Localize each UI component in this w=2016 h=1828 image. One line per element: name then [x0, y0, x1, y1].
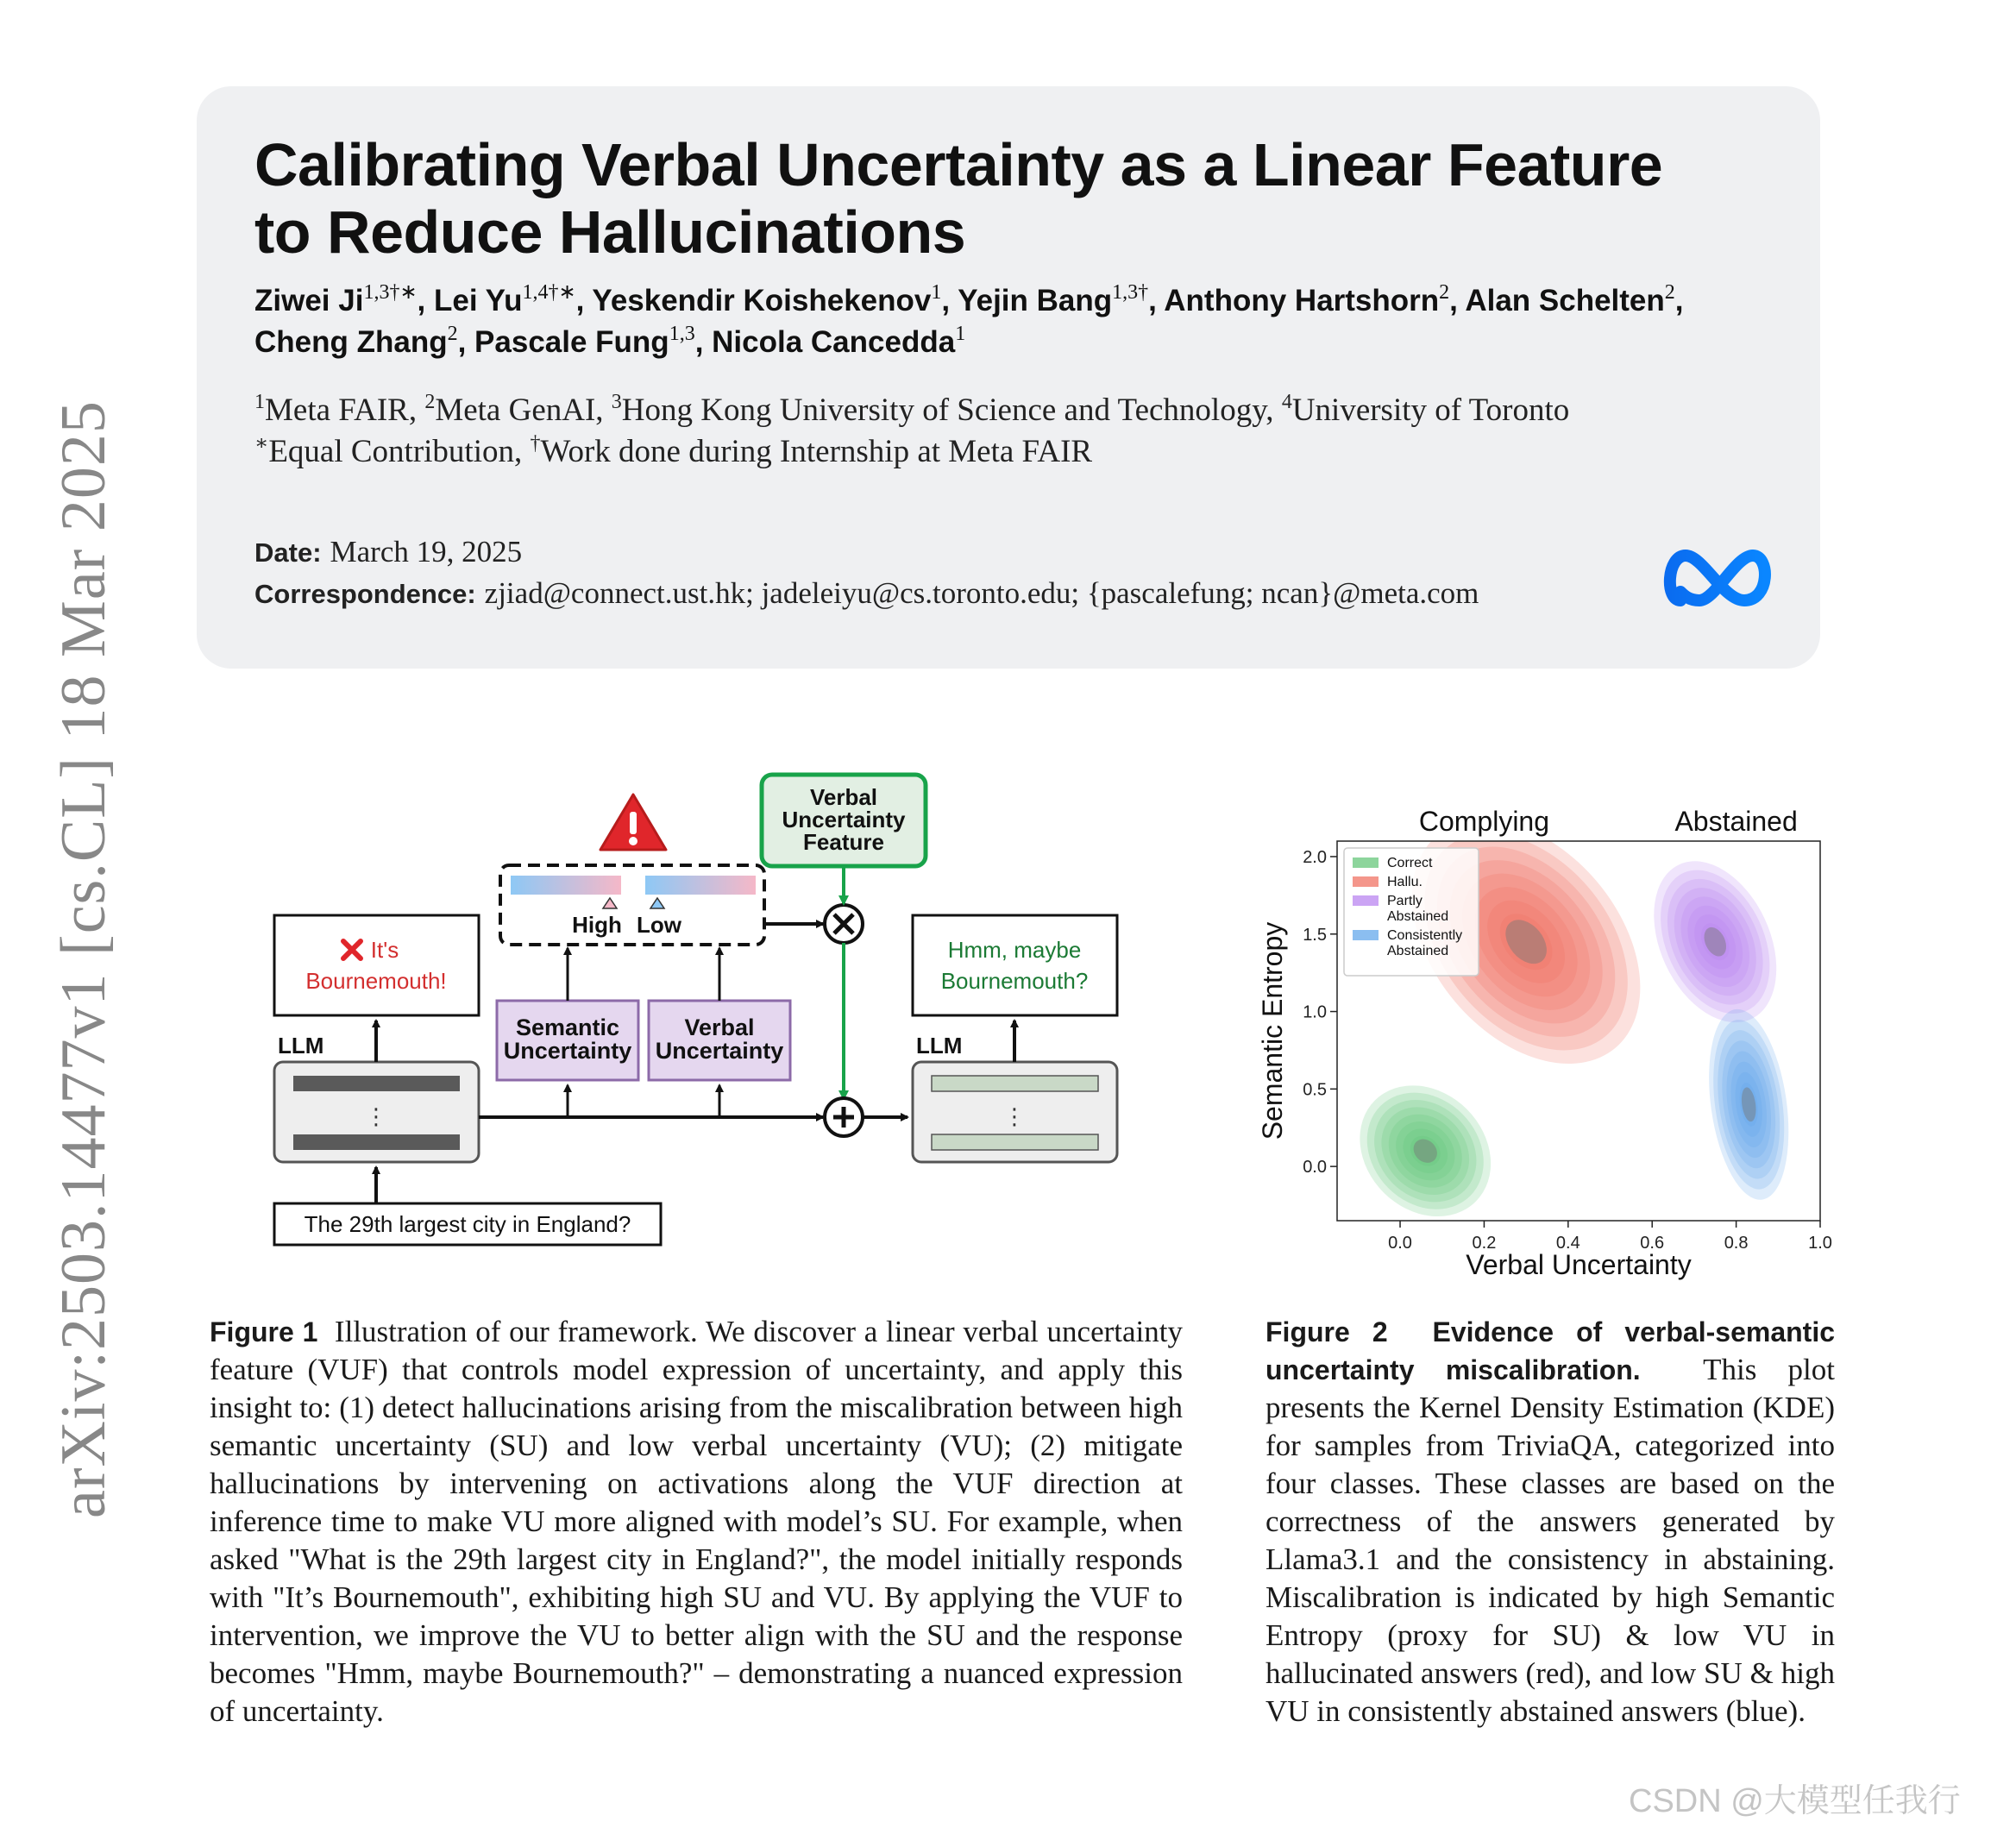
llm-right-ellipsis: ⋮ [1003, 1103, 1026, 1129]
question-text: The 29th largest city in England? [304, 1211, 631, 1237]
date-value: March 19, 2025 [330, 535, 523, 569]
contribution-notes [254, 431, 1799, 473]
kde-series-0 [1333, 1058, 1517, 1243]
author-affiliation-sup: 1,3†∗ [363, 281, 418, 304]
llm-right-block [913, 1062, 1117, 1162]
author-name: Cheng Zhang [254, 325, 448, 359]
high-label: High [572, 912, 622, 938]
legend-swatch [1353, 895, 1379, 906]
author-name: Lei Yu [434, 284, 523, 317]
affiliation-sup: 4 [1281, 391, 1292, 413]
figure-2-title: Evidence of verbal-semantic uncertainty miscalibration. [1265, 1316, 1835, 1385]
bad-answer-line-1: It's [370, 937, 399, 963]
paper-title [254, 131, 1790, 266]
affiliation-sup: 2 [424, 391, 436, 413]
bad-answer-line-2: Bournemouth! [305, 968, 447, 994]
llm-left-block [274, 1062, 479, 1162]
llm-right-label: LLM [916, 1033, 963, 1058]
arxiv-identifier: arXiv:2503.14477v1 [cs.CL] 18 Mar 2025 [48, 400, 119, 1518]
affiliation-text: University of Toronto [1291, 393, 1570, 428]
y-axis-label: Semantic Entropy [1257, 921, 1288, 1140]
affiliation-sup: 3 [611, 391, 622, 413]
affiliation-text: Meta GenAI, [435, 393, 612, 428]
author-affiliation-sup: 1,4†∗ [522, 281, 576, 304]
high-marker-icon [603, 898, 617, 908]
low-label: Low [637, 912, 681, 938]
good-answer-line-1: Hmm, maybe [947, 937, 1082, 963]
vuf-line-1: Verbal [809, 784, 878, 810]
author-affiliation-sup: 2 [1664, 281, 1675, 304]
author-affiliation-sup: 1 [955, 323, 966, 345]
verbal-level-bar [645, 876, 756, 895]
y-tick-label: 0.5 [1303, 1080, 1327, 1100]
affiliation-line [254, 390, 1799, 431]
kde-chart [1242, 798, 1846, 1290]
figure-1-caption [210, 1313, 1183, 1731]
affiliations [254, 390, 1799, 473]
x-axis-label: Verbal Uncertainty [1466, 1249, 1692, 1280]
author-name: Anthony Hartshorn [1164, 284, 1440, 317]
x-tick-label: 0.2 [1472, 1234, 1497, 1253]
correspondence-row [254, 576, 1479, 611]
date-label: Date: [254, 537, 322, 568]
legend-entry: Abstained [1387, 909, 1449, 924]
low-marker-icon [650, 898, 664, 908]
semantic-uncertainty-box [497, 1001, 638, 1080]
vuf-line-2: Uncertainty [782, 807, 906, 832]
author-affiliation-sup: 1,3 [669, 323, 695, 345]
figure-2-text: This plot presents the Kernel Density Estimation (KDE) for samples from TriviaQA, categorized into four classes. These classes are based on the correctness of the answers generated by Llama3.1 and the consistency in abstaining. Miscalibration is indicated by high Semantic Entropy (proxy for SU) & low VU in hallucinated answers (red), and low SU & high VU in consistently abstained answers (blue). [1265, 1353, 1835, 1728]
question-box [274, 1203, 661, 1245]
date-row [254, 535, 522, 569]
note-text: Work done during Internship at Meta FAIR [540, 434, 1093, 469]
correspondence-emails[interactable]: zjiad@connect.ust.hk; jadeleiyu@cs.toronto.edu; {pascalefung; ncan}@meta.com [484, 576, 1479, 610]
title-line-2: to Reduce Hallucinations [254, 198, 966, 266]
kde-series-2 [1630, 841, 1800, 1042]
meta-logo-icon [1663, 543, 1775, 612]
legend-entry: Abstained [1387, 944, 1449, 958]
author-affiliation-sup: 2 [1439, 281, 1450, 304]
figure-1-label: Figure 1 [210, 1316, 318, 1347]
x-tick-label: 0.6 [1640, 1234, 1665, 1253]
region-label: Abstained [1674, 806, 1798, 837]
semantic-level-bar [511, 876, 621, 895]
semantic-box-line-1: Semantic [515, 1015, 620, 1040]
y-tick-label: 1.0 [1303, 1002, 1327, 1022]
author-list: Ziwei $Ji^{1,3\dagger∗}$, Lei $Yu^{1,4\dagger∗}$, Yeskendir Koishekenov$^1$, Yejin Bang$^{1,3\dagger}$, Anthony Hartshorn$^2$, Alan Schelten$^2$, Cheng Zhang$^2$, Pascale Fung$^{1,3}$, Nicola Cancedda$^1$ [254, 281, 1684, 359]
author-name: Yejin Bang [958, 284, 1113, 317]
framework-diagram [259, 763, 1139, 1255]
verbal-box-line-1: Verbal [684, 1015, 755, 1040]
x-tick-label: 0.4 [1555, 1234, 1580, 1253]
legend-entry: Hallu. [1387, 875, 1423, 889]
author-name: Alan Schelten [1465, 284, 1665, 317]
verbal-uncertainty-box [649, 1001, 790, 1080]
csdn-watermark: CSDN @大模型任我行 [1629, 1783, 1961, 1819]
warning-triangle-icon [600, 795, 666, 850]
semantic-box-line-2: Uncertainty [503, 1038, 632, 1064]
x-tick-label: 1.0 [1808, 1234, 1832, 1253]
y-tick-label: 0.0 [1303, 1158, 1327, 1178]
figure-2-caption [1265, 1313, 1835, 1731]
legend [1344, 848, 1479, 976]
author-affiliation-sup: 2 [447, 323, 458, 345]
author-name: Nicola Cancedda [712, 325, 956, 359]
hallucinated-answer-box [274, 915, 479, 1015]
note-sup: ∗ [254, 432, 269, 455]
figure-2-label: Figure 2 [1265, 1316, 1388, 1347]
vuf-line-3: Feature [803, 829, 884, 855]
legend-entry: Partly [1387, 894, 1423, 908]
legend-swatch [1353, 857, 1379, 868]
legend-swatch [1353, 930, 1379, 940]
author-affiliation-sup: 1,3† [1112, 281, 1149, 304]
calibrated-answer-box [913, 915, 1117, 1015]
correspondence-label: Correspondence: [254, 579, 476, 609]
legend-entry: Consistently [1387, 928, 1463, 943]
multiply-node-icon [825, 905, 863, 943]
verbal-box-line-2: Uncertainty [655, 1038, 784, 1064]
verbal-uncertainty-feature-box [762, 775, 926, 866]
legend-entry: Correct [1387, 856, 1433, 870]
note-text: Equal Contribution, [268, 434, 531, 469]
header-card [197, 86, 1820, 669]
legend-swatch [1353, 876, 1379, 887]
author-affiliation-sup: 1 [931, 281, 942, 304]
x-tick-label: 0.8 [1724, 1234, 1749, 1253]
affiliation-text: Meta FAIR, [265, 393, 425, 428]
add-node-icon [825, 1098, 863, 1136]
author-name: Pascale Fung [474, 325, 669, 359]
llm-left-label: LLM [278, 1033, 324, 1058]
region-label: Complying [1418, 806, 1550, 837]
llm-left-ellipsis: ⋮ [365, 1103, 387, 1129]
good-answer-line-2: Bournemouth? [940, 968, 1089, 994]
author-name: Ziwei Ji [254, 284, 364, 317]
note-sup: † [530, 432, 541, 455]
x-tick-label: 0.0 [1388, 1234, 1412, 1253]
author-name: Yeskendir Koishekenov [592, 284, 932, 317]
kde-series-3 [1698, 1004, 1799, 1205]
y-tick-label: 1.5 [1303, 925, 1327, 945]
affiliation-sup: 1 [254, 391, 265, 413]
affiliation-text: Hong Kong University of Science and Technology, [621, 393, 1282, 428]
y-tick-label: 2.0 [1303, 847, 1327, 867]
title-line-1: Calibrating Verbal Uncertainty as a Linear Feature [254, 131, 1663, 198]
figure-1-text: Illustration of our framework. We discover a linear verbal uncertainty feature (VUF) that controls model expression of uncertainty, and apply this insight to: (1) detect hallucinations arising from the miscalibration between high semantic uncertainty (SU) and low verbal uncertainty (VU); (2) mitigate hallucinations by intervening on activations along the VUF direction at inference time to make VU more aligned with model’s SU. For example, when asked "What is the 29th largest city in England?", the model initially responds with "It’s Bournemouth", exhibiting high SU and VU. By applying the VUF to intervention, we improve the VU to better align with the SU and the response becomes "Hmm, maybe Bournemouth?" – demonstrating a nuanced expression of uncertainty. [210, 1315, 1183, 1728]
